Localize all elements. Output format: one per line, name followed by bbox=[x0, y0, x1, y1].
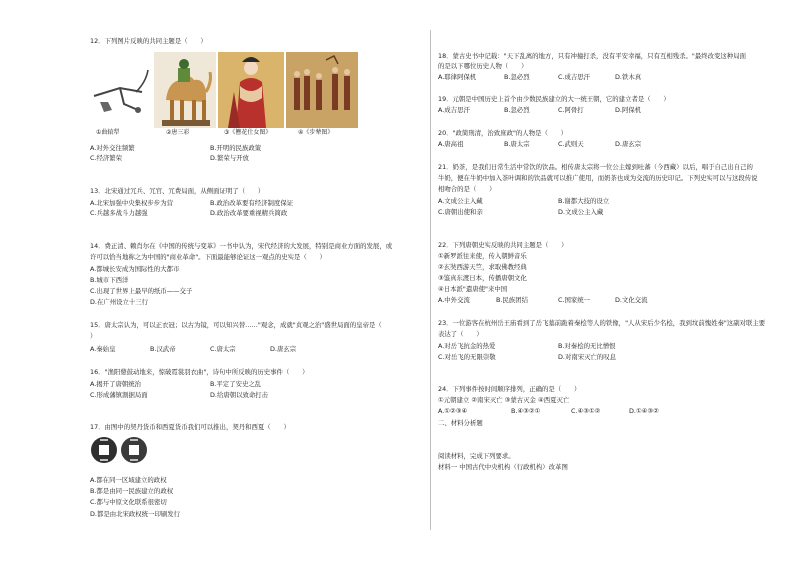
q16-option-c: C.形成藩镇割据局面 bbox=[90, 391, 148, 399]
q20-option-a: A.唐高祖 bbox=[438, 140, 464, 148]
question-19-stem: 19．元朝是中国历史上首个由少数民族建立的大一统王朝，它的建立者是（ ） bbox=[438, 95, 670, 103]
q16-option-b: B.平定了安史之乱 bbox=[210, 380, 262, 388]
q18-option-b: B.忽必烈 bbox=[504, 73, 530, 81]
question-18-line-2: 的是以下哪位历史人物（ ） bbox=[438, 62, 528, 70]
q22-option-d: D.文化交流 bbox=[615, 296, 648, 304]
q24-option-a: A.①②③④ bbox=[438, 407, 468, 415]
question-22-stem: 22．下列唐朝史实反映的共同主题是（ ） bbox=[438, 241, 568, 249]
q13-option-a: A.北宋加强中央集权步步为营 bbox=[90, 199, 173, 207]
q13-option-c: C.兵越多战斗力越强 bbox=[90, 209, 148, 217]
q13-option-b: B.政治改革要有经济制度保证 bbox=[210, 199, 294, 207]
q12-option-c: C.经济繁荣 bbox=[90, 154, 123, 162]
q16-option-a: A.揭开了唐朝统治 bbox=[90, 380, 142, 388]
q13-option-d: D.政治改革要重视精兵简政 bbox=[210, 209, 288, 217]
q17-option-b: B.都是由同一民族建立的政权 bbox=[90, 487, 174, 495]
q22-item-2: ②玄奘西游天竺，求取佛教经典 bbox=[438, 263, 527, 271]
q15-option-a: A.秦始皇 bbox=[90, 345, 116, 353]
question-12-stem: 12．下列图片反映的共同主题是（ ） bbox=[90, 37, 207, 45]
q19-option-a: A.成吉思汗 bbox=[438, 106, 470, 114]
q14-option-c: C.出现了世界上最早的纸币——交子 bbox=[90, 287, 193, 295]
q19-option-d: D.阿保机 bbox=[615, 106, 642, 114]
q21-option-a: A.文成公主入藏 bbox=[438, 197, 483, 205]
question-23-line-1: 23．一位游客在杭州岳王庙看到了岳飞墓前跪着秦桧等人的铁像，"人从宋后少名桧，我到坟前愧姓秦"这副对联主要 bbox=[438, 319, 766, 327]
tang-sancai-camel-image bbox=[154, 52, 216, 128]
q15-option-d: D.唐玄宗 bbox=[270, 345, 297, 353]
caption-sancai: ②唐三彩 bbox=[166, 129, 190, 136]
q22-item-1: ①新罗派往来使，传入朝鲜音乐 bbox=[438, 252, 527, 260]
caption-court-lady: ③《簪花仕女图》 bbox=[224, 129, 272, 136]
question-21-line-3: 相吻合的是（ ） bbox=[438, 185, 496, 193]
question-13-stem: 13．北宋通过冗兵、冗官、冗费局面，从侧面证明了（ ） bbox=[90, 187, 265, 195]
q23-option-a: A.对岳飞抗金的热爱 bbox=[438, 342, 496, 350]
question-23-line-2: 表达了（ ） bbox=[438, 330, 483, 338]
q18-option-a: A.耶律阿保机 bbox=[438, 73, 477, 81]
q18-option-c: C.成吉思汗 bbox=[558, 73, 591, 81]
q20-option-d: D.唐玄宗 bbox=[615, 140, 642, 148]
q14-option-d: D.在广州设立十三行 bbox=[90, 298, 149, 306]
q22-option-b: B.民族团结 bbox=[496, 296, 528, 304]
q24-option-b: B.④③②① bbox=[511, 407, 541, 415]
plough-image bbox=[90, 52, 152, 128]
section-2-line-2: 材料一 中国古代中央机构（行政机构）改革图 bbox=[438, 463, 568, 471]
q19-option-b: B.忽必烈 bbox=[504, 106, 530, 114]
question-15-line-1: 15．唐太宗认为，可以正衣冠；以古为镜，可以知兴替……"观念，成就"贞观之治"盛世局面的皇帝是（ bbox=[90, 321, 382, 329]
question-21-line-1: 21．奶茶，是我们日常生活中常饮的饮品。相传唐太宗将一位公主嫁到吐蕃（今西藏）以后，唱于自己出自己的 bbox=[438, 163, 753, 171]
q20-option-b: B.唐太宗 bbox=[504, 140, 530, 148]
question-14-line-2: 许可以恰当地称之为中国的"商业革命"。下面最能够论证这一观点的史实是（ ） bbox=[90, 253, 326, 261]
q23-option-c: C.对岳飞的无限崇敬 bbox=[438, 353, 496, 361]
q17-option-a: A.都在同一区域建立的政权 bbox=[90, 476, 167, 484]
q16-option-d: D.给唐朝以致命打击 bbox=[210, 391, 269, 399]
q24-option-d: D.①④③② bbox=[629, 407, 659, 415]
question-21-line-2: 牛奶，便在牛奶中加入茶叶调和的饮品就可以推广使用，而奶茶也成为交流的历史印记。下列史实可以与这段传说 bbox=[438, 174, 758, 182]
question-12-images bbox=[90, 52, 390, 138]
q14-option-a: A.都城长安成为国际性的大都市 bbox=[90, 265, 180, 273]
q24-items: ①元朝建立 ②南宋灭亡 ③蒙古灭金 ④西夏灭亡 bbox=[438, 396, 570, 404]
section-2-title: 二、材料分析题 bbox=[438, 419, 483, 427]
q23-option-d: D.对南宋灭亡的叹息 bbox=[558, 353, 617, 361]
q18-option-d: D.铁木真 bbox=[615, 73, 642, 81]
q22-item-4: ④日本派"遣唐使"来中国 bbox=[438, 285, 508, 293]
q22-option-c: C.国家统一 bbox=[558, 296, 591, 304]
question-15-line-2: ） bbox=[90, 332, 97, 340]
question-17-stem: 17．由图中的契丹货币和西夏货币我们可以推出，契丹和西夏（ ） bbox=[90, 423, 290, 431]
question-12 bbox=[90, 38, 207, 44]
right-column bbox=[431, 0, 794, 562]
q23-option-b: B.对秦桧的无比憎恨 bbox=[558, 342, 616, 350]
caption-bunian: ④《步辇图》 bbox=[298, 129, 334, 136]
question-14-line-1: 14．费正清、赖肖尔在《中国的传统与变革》一书中认为，宋代经济的大发展，特别是商业方面的发展，或 bbox=[90, 242, 393, 250]
q14-option-b: B.城市下西洋 bbox=[90, 276, 129, 284]
question-24-stem: 24．下列事件按时间顺序排列，正确的是（ ） bbox=[438, 385, 581, 393]
section-2-line-1: 阅读材料，完成下列要求。 bbox=[438, 452, 515, 460]
court-lady-painting-image bbox=[218, 52, 284, 128]
q12-option-d: D.繁荣与开放 bbox=[210, 154, 249, 162]
q22-option-a: A.中外交流 bbox=[438, 296, 470, 304]
q17-option-c: C.都与中原文化联系很密切 bbox=[90, 498, 167, 506]
q12-option-b: B.开明的民族政策 bbox=[210, 144, 262, 152]
q22-item-3: ③鉴真东渡日本，传播唐朝文化 bbox=[438, 274, 527, 282]
q20-option-c: C.武则天 bbox=[558, 140, 584, 148]
q21-option-d: D.文成公主入藏 bbox=[558, 208, 604, 216]
coins-image bbox=[90, 433, 148, 467]
q15-option-b: B.汉武帝 bbox=[150, 345, 176, 353]
q24-option-c: C.④③①② bbox=[571, 407, 601, 415]
q17-option-d: D.都是由北宋政权统一印刷发行 bbox=[90, 510, 181, 518]
caption-plough: ①曲辕犁 bbox=[96, 129, 120, 136]
q21-option-c: C.唐朝出使和亲 bbox=[438, 208, 483, 216]
q21-option-b: B.谢都大技的设立 bbox=[558, 197, 610, 205]
q12-option-a: A.对外交往频繁 bbox=[90, 144, 135, 152]
question-20-stem: 20．"政简刑清，治致庶政"的人物是（ ） bbox=[438, 129, 568, 137]
question-18-line-1: 18．蒙古史书中记载："天下乱离的地方，只有冲撞打杀，没有平安幸福，只有互相残杀。"最终改变这种局面 bbox=[438, 52, 746, 60]
bunian-painting-image bbox=[286, 52, 358, 128]
question-16-stem: 16．"渔阳鼙鼓动地来，惊破霓裳羽衣曲"，诗句中所反映的历史事件（ ） bbox=[90, 368, 309, 376]
q15-option-c: C.唐太宗 bbox=[210, 345, 236, 353]
q19-option-c: C.阿骨打 bbox=[558, 106, 584, 114]
